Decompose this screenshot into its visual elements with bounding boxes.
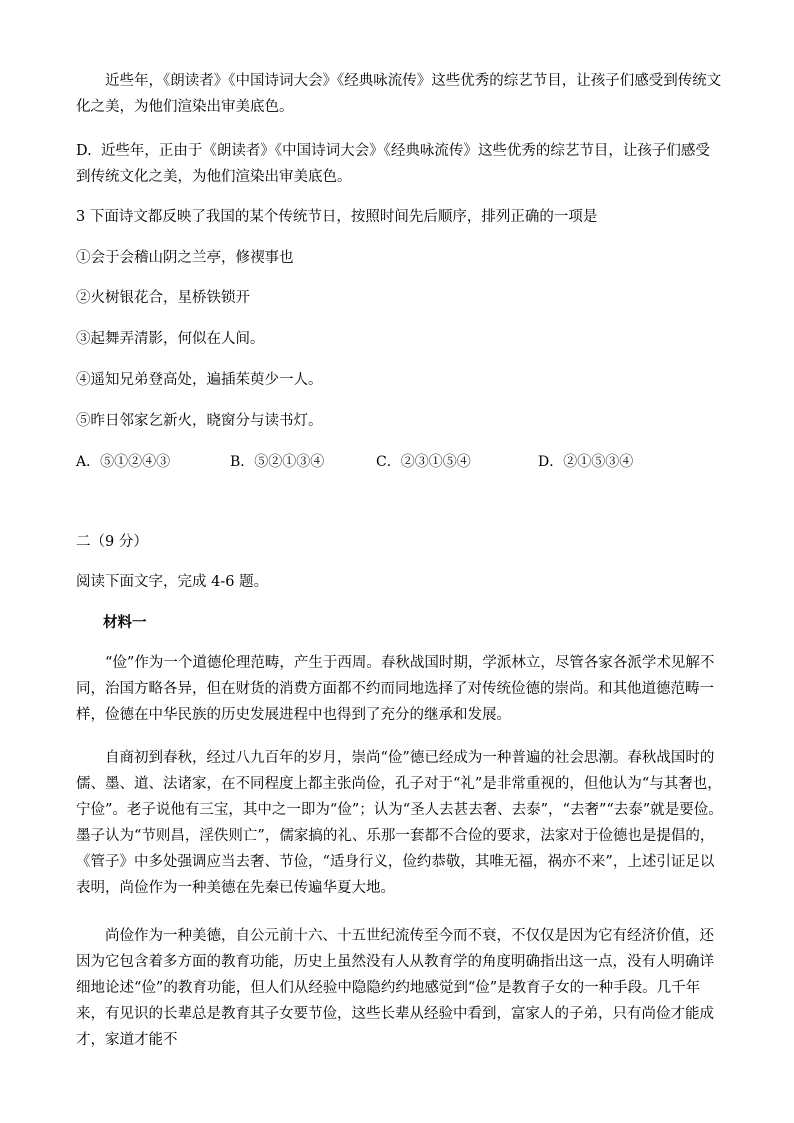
material-paragraph-1: “俭”作为一个道德伦理范畴，产生于西周。春秋战国时期，学派林立，尽管各家各派学术见解不同，治国方略各异，但在财货的消费方面都不约而同地选择了对传统俭德的崇尚。和其他道德范畴一样，俭德在中华民族的历史发展进程中也得到了充分的继承和发展。 (76, 655, 715, 723)
poem-item-5: ⑤昨日邻家乞新火，晓窗分与读书灯。 (76, 413, 323, 429)
material-paragraph-2: 自商初到春秋，经过八九百年的岁月，崇尚“俭”德已经成为一种普遍的社会思潮。春秋战国时的儒、墨、道、法诸家，在不同程度上都主张尚俭，孔子对于“礼”是非常重视的，但他认为“与其奢也，宁俭”。老子说他有三宝，其中之一即为“俭”；认为“圣人去甚去奢、去泰”，“去奢”“去泰”就是要俭。墨子认为“节则昌，淫佚则亡”，儒家搞的礼、乐那一套都不合俭的要求，法家对于俭德也是提倡的，《管子》中多处强调应当去奢、节俭，“适身行义，俭约恭敬，其唯无福，祸亦不来”，上述引证足以表明，尚俭作为一种美德在先秦已传遍华夏大地。 (76, 750, 723, 896)
answer-option-d[interactable]: D．②①⑤③④ (538, 454, 634, 470)
material-paragraph-3: 尚俭作为一种美德，自公元前十六、十五世纪流传至今而不衰，不仅仅是因为它有经济价值，还因为它包含着多方面的教育功能，历史上虽然没有人从教育学的角度明确指出这一点，没有人明确详细地论述“俭”的教育功能，但人们从经验中隐隐约约地感觉到“俭”是教育子女的一种手段。几千年来，有见识的长辈总是教育其子女要节俭，这些长辈从经验中看到，富家人的子弟，只有尚俭才能成才，家道才能不 (76, 928, 714, 1048)
poem-item-1: ①会于会稽山阴之兰亭，修禊事也 (76, 250, 294, 266)
material-1-title: 材料一 (103, 614, 147, 631)
section-2-heading: 二（9 分） (76, 534, 148, 550)
answer-option-b[interactable]: B．⑤②①③④ (230, 454, 325, 470)
option-d-body: 近些年，正由于《朗读者》《中国诗词大会》《经典咏流传》这些优秀的综艺节目，让孩子们感受到传统文化之美，为他们渲染出审美底色。 (76, 143, 710, 185)
poem-item-2: ②火树银花合，星桥铁锁开 (76, 290, 250, 306)
option-d-label: D. (76, 143, 92, 159)
question-3-options (76, 451, 696, 473)
reading-instruction: 阅读下面文字，完成 4-6 题。 (76, 574, 269, 590)
poem-item-3: ③起舞弄清影，何似在人间。 (76, 331, 265, 347)
option-d-text (76, 138, 724, 190)
question-3-stem: 3 下面诗文都反映了我国的某个传统节日，按照时间先后顺序，排列正确的一项是 (76, 209, 598, 225)
option-c-body: 近些年，《朗读者》《中国诗词大会》《经典咏流传》这些优秀的综艺节目，让孩子们感受到传统文化之美，为他们渲染出审美底色。 (76, 73, 722, 115)
answer-option-a[interactable]: A．⑤①②④③ (76, 454, 171, 470)
option-c-text (76, 68, 724, 120)
answer-option-c[interactable]: C．②③①⑤④ (376, 454, 471, 470)
poem-item-4: ④遥知兄弟登高处，遍插茱萸少一人。 (76, 372, 323, 388)
